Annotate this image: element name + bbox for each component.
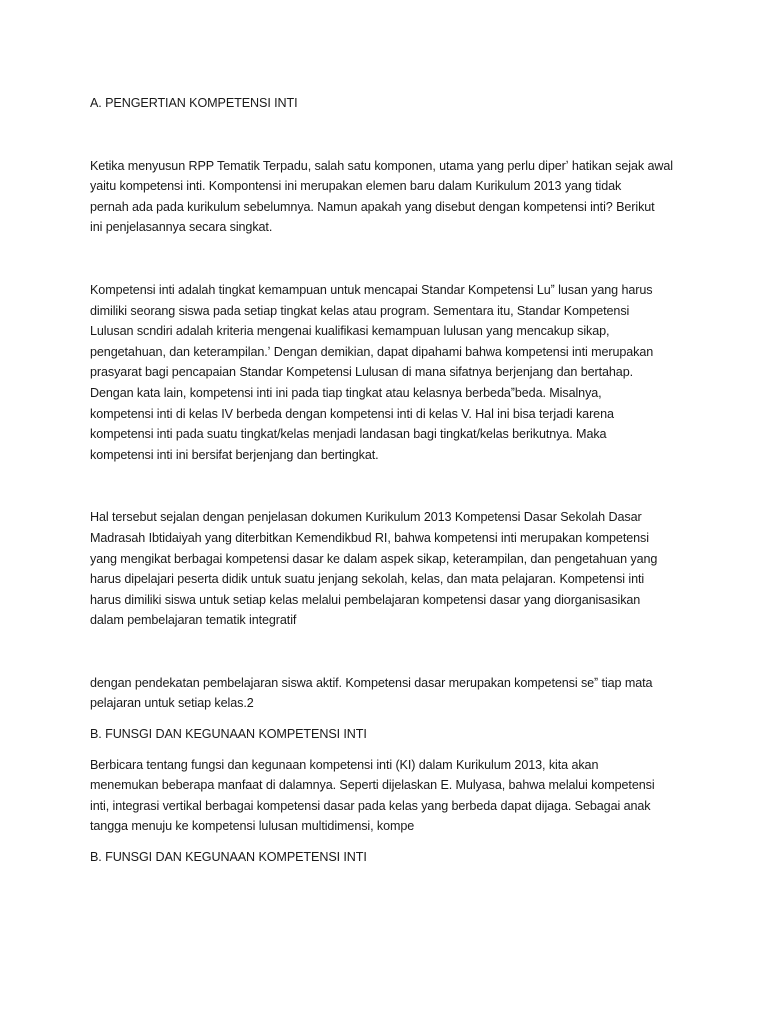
text-line: Kompetensi inti adalah tingkat kemampuan untuk mencapai Standar Kompetensi Luˮ lusan yang harus	[90, 282, 653, 297]
section-heading-b-repeat: B. FUNSGI DAN KEGUNAAN KOMPETENSI INTI	[90, 850, 367, 865]
text-line: kompetensi inti pada suatu tingkat/kelas menjadi landasan bagi tingkat/kelas berikutnya. Maka	[90, 427, 607, 442]
text-line: harus dipelajari peserta didik untuk suatu jenjang sekolah, kelas, dan mata pelajaran. Kompetensi inti	[90, 572, 645, 587]
text-line: yaitu kompetensi inti. Kompontensi ini merupakan elemen baru dalam Kurikulum 2013 yang tidak	[90, 179, 622, 194]
text-line: kompetensi inti di kelas IV berbeda dengan kompetensi inti di kelas V. Hal ini bisa terjadi karena	[90, 406, 614, 421]
text-line: pengetahuan, dan keterampilan.ʼ Dengan demikian, dapat dipahami bahwa kompetensi inti merupakan	[90, 344, 654, 359]
paragraph-5	[90, 755, 690, 837]
text-line: pernah ada pada kurikulum sebelumnya. Namun apakah yang disebut dengan kompetensi inti? Berikut	[90, 199, 655, 214]
paragraph-2	[90, 280, 690, 465]
paragraph-4	[90, 673, 690, 714]
text-line: tangga menuju ke kompetensi lulusan multidimensi, kompe	[90, 819, 415, 834]
section-heading-b: B. FUNSGI DAN KEGUNAAN KOMPETENSI INTI	[90, 727, 367, 742]
text-line: Berbicara tentang fungsi dan kegunaan kompetensi inti (KI) dalam Kurikulum 2013, kita akan	[90, 757, 599, 772]
text-line: dalam pembelajaran tematik integratif	[90, 613, 297, 628]
text-line: kompetensi inti ini bersifat berjenjang dan bertingkat.	[90, 447, 379, 462]
text-line: menemukan beberapa manfaat di dalamnya. Seperti dijelaskan E. Mulyasa, bahwa melalui kompetensi	[90, 778, 655, 793]
paragraph-3	[90, 507, 690, 631]
text-line: prasyarat bagi pencapaian Standar Kompetensi Lulusan di mana sifatnya berjenjang dan bertahap.	[90, 365, 634, 380]
text-line: dimiliki seorang siswa pada setiap tingkat kelas atau program. Sementara itu, Standar Kompetensi	[90, 303, 630, 318]
text-line: dengan pendekatan pembelajaran siswa aktif. Kompetensi dasar merupakan kompetensi seˮ tiap mata	[90, 675, 653, 690]
text-line: pelajaran untuk setiap kelas.2	[90, 696, 254, 711]
text-line: Madrasah Ibtidaiyah yang diterbitkan Kemendikbud RI, bahwa kompetensi inti merupakan kompetensi	[90, 530, 649, 545]
text-line: harus dimiliki siswa untuk setiap kelas melalui pembelajaran kompetensi dasar yang diorganisasikan	[90, 592, 641, 607]
text-line: inti, integrasi vertikal berbagai kompetensi dasar pada kelas yang berbeda dapat dijaga. Sebagai anak	[90, 798, 651, 813]
text-line: yang mengikat berbagai kompetensi dasar ke dalam aspek sikap, keterampilan, dan pengetahuan yang	[90, 551, 658, 566]
paragraph-1	[90, 156, 690, 238]
text-line: ini penjelasannya secara singkat.	[90, 220, 273, 235]
section-heading-a: A. PENGERTIAN KOMPETENSI INTI	[90, 96, 298, 110]
text-line: Hal tersebut sejalan dengan penjelasan dokumen Kurikulum 2013 Kompetensi Dasar Sekolah Dasar	[90, 510, 642, 525]
text-line: Dengan kata lain, kompetensi inti ini pada tiap tingkat atau kelasnya berbedaˮbeda. Misalnya,	[90, 385, 602, 400]
text-line: Ketika menyusun RPP Tematik Terpadu, salah satu komponen, utama yang perlu diperʼ hatikan sejak awal	[90, 158, 673, 173]
document-content	[90, 93, 690, 868]
text-line: Lulusan scndiri adalah kriteria mengenai kualifikasi kemampuan lulusan yang mencakup sikap,	[90, 324, 610, 339]
